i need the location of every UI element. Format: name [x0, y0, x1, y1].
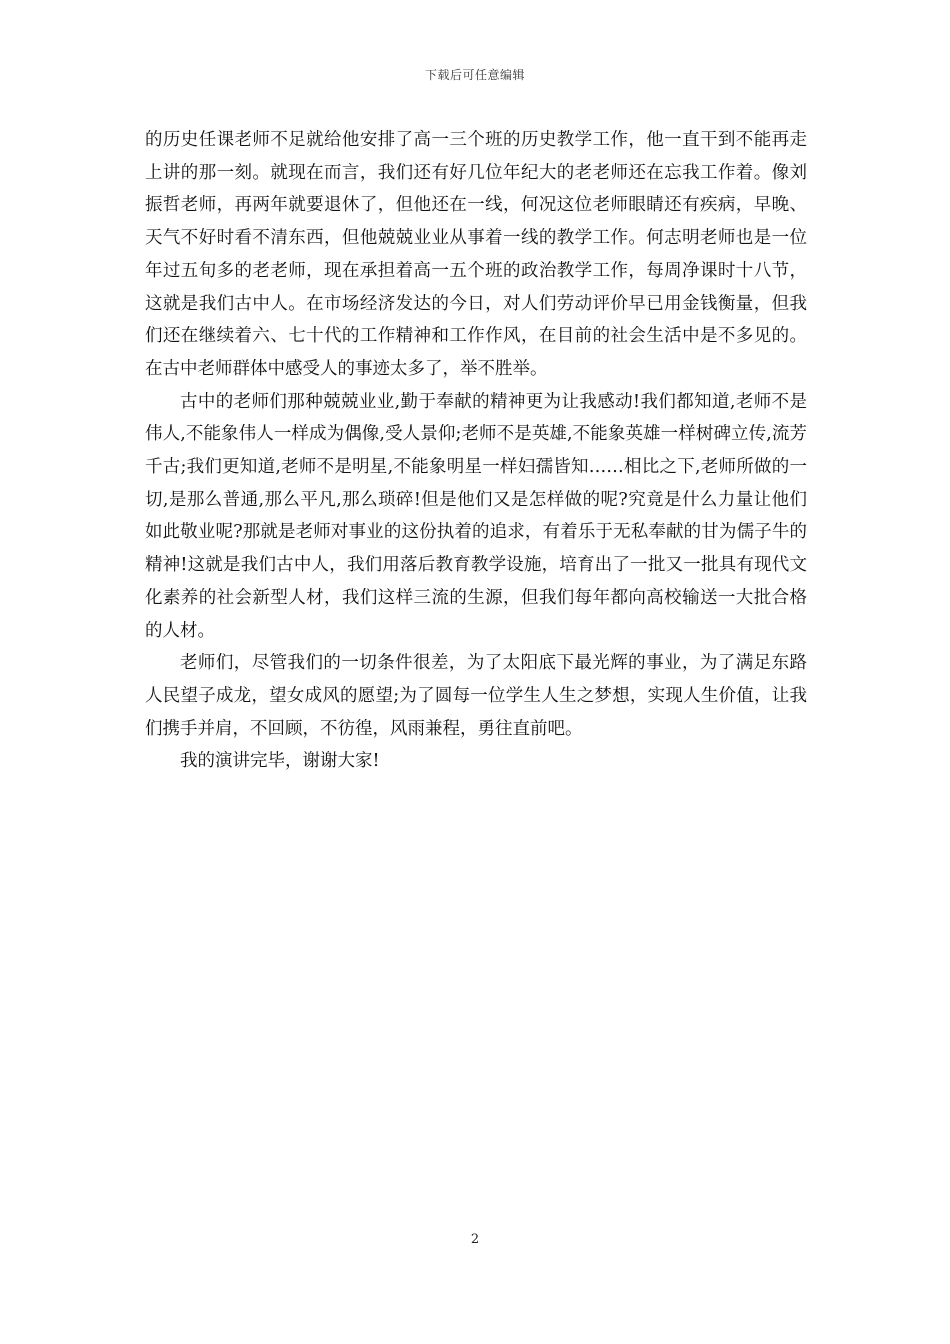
- page-header: 下载后可任意编辑: [424, 68, 525, 82]
- paragraph-closing: 我的演讲完毕，谢谢大家!: [180, 751, 380, 772]
- paragraph-continuation: 的历史任课老师不足就给他安排了高一三个班的历史教学工作，他一直干到不能再走上讲的那一刻。就现在而言，我们还有好几位年纪大的老老师还在忘我工作着。像刘振哲老师，再两年就要退休了，但他还在一线，何况这位老师眼睛还有疾病，早晚、天气不好时看不清东西，但他兢兢业业从事着一线的教学工作。何志明老师也是一位年过五旬多的老老师，现在承担着高一五个班的政治教学工作，每周净课时十八节，这就是我们古中人。在市场经济发达的今日，对人们劳动评价早已用金钱衡量，但我们还在继续着六、七十代的工作精神和工作作风，在目前的社会生活中是不多见的。在古中老师群体中感受人的事迹太多了，举不胜举。: [145, 130, 807, 379]
- paragraph-dedication: 古中的老师们那种兢兢业业,勤于奉献的精神更为让我感动!我们都知道,老师不是伟人,不能象伟人一样成为偶像,受人景仰;老师不是英雄,不能象英雄一样树碑立传,流芳千古;我们更知道,老师不是明星,不能象明星一样妇孺皆知……相比之下,老师所做的一切,是那么普通,那么平凡,那么琐碎!但是他们又是怎样做的呢?究竟是什么力量让他们如此敬业呢?那就是老师对事业的这份执着的追求，有着乐于无私奉献的甘为儒子牛的精神!这就是我们古中人，我们用落后教育教学设施，培育出了一批又一批具有现代文化素养的社会新型人材，我们这样三流的生源，但我们每年都向高校输送一大批合格的人材。: [145, 391, 807, 641]
- page-number: 2: [470, 1232, 480, 1247]
- body-text: [145, 124, 807, 778]
- paragraph-appeal: 老师们，尽管我们的一切条件很差，为了太阳底下最光辉的事业，为了满足东路人民望子成龙，望女成风的愿望;为了圆每一位学生人生之梦想，实现人生价值，让我们携手并肩，不回顾，不彷徨，风雨兼程，勇往直前吧。: [145, 653, 807, 739]
